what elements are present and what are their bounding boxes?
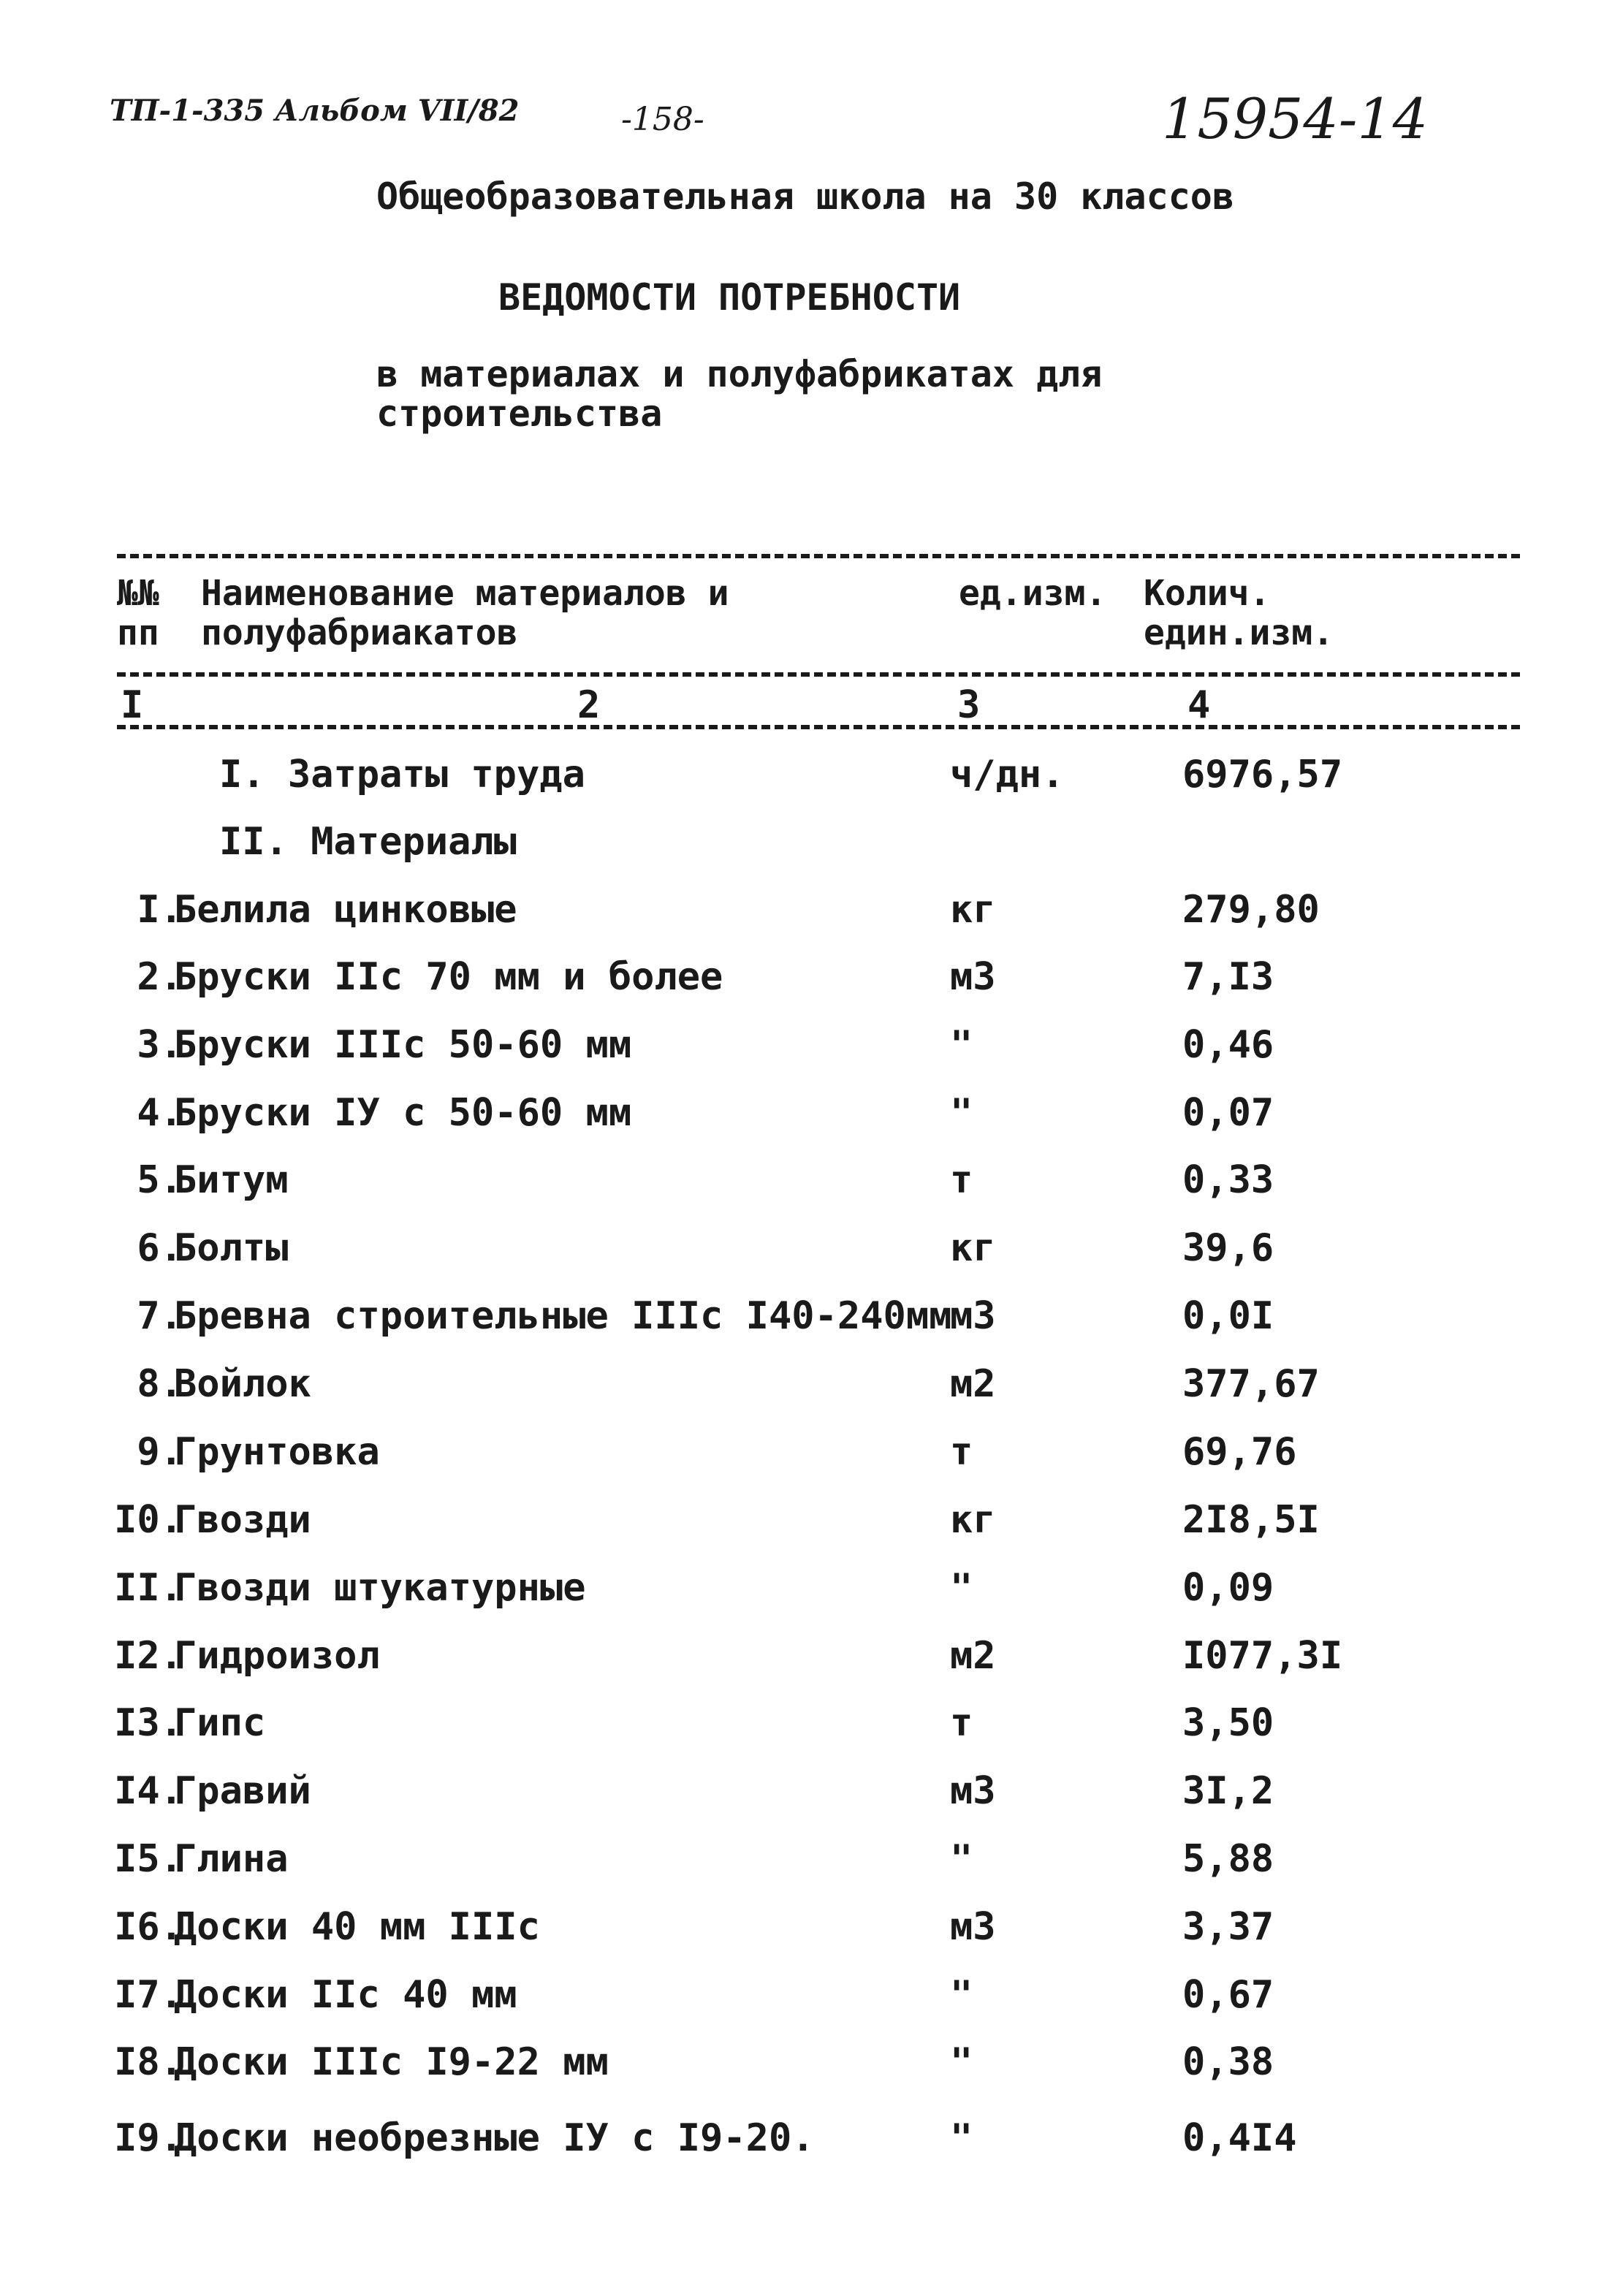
- section-materials: [0, 820, 1623, 871]
- header-unit: ед.изм.: [959, 573, 1107, 614]
- row-number: I9.: [114, 2116, 183, 2160]
- row-qty: 0,07: [1182, 1091, 1274, 1135]
- row-qty: 3,37: [1182, 1905, 1274, 1949]
- row-name: Доски IIc 40 мм: [174, 1973, 517, 2017]
- row-qty: 69,76: [1182, 1430, 1297, 1474]
- row-name: Гвозди: [174, 1498, 311, 1542]
- row-name: Битум: [174, 1158, 289, 1202]
- row-qty: 39,6: [1182, 1226, 1274, 1270]
- table-row: [0, 1091, 1623, 1142]
- row-name: Глина: [174, 1837, 289, 1881]
- header-qty: Колич. един.изм.: [1144, 573, 1334, 653]
- row-number: 6.: [137, 1226, 183, 1270]
- row-qty: 0,38: [1182, 2040, 1274, 2084]
- row-unit: м3: [950, 1294, 996, 1338]
- document-reference-right: 15954-14: [1162, 86, 1429, 151]
- row-name: Белила цинковые: [174, 888, 517, 932]
- table-row: [0, 1634, 1623, 1685]
- row-number: 8.: [137, 1362, 183, 1406]
- table-row: [0, 1701, 1623, 1752]
- row-number: 7.: [137, 1294, 183, 1338]
- row-qty: 0,09: [1182, 1566, 1274, 1610]
- header-num: №№ пп: [117, 573, 159, 653]
- row-qty: 5,88: [1182, 1837, 1274, 1881]
- section-title: I. Затраты труда: [219, 753, 585, 797]
- row-number: 3.: [137, 1023, 183, 1067]
- section-qty: 6976,57: [1182, 753, 1343, 797]
- row-unit: ": [950, 1566, 973, 1610]
- row-name: Грунтовка: [174, 1430, 380, 1474]
- row-qty: 377,67: [1182, 1362, 1320, 1406]
- table-row: [0, 1837, 1623, 1888]
- row-unit: м2: [950, 1362, 996, 1406]
- row-unit: кг: [950, 1498, 996, 1542]
- row-unit: м3: [950, 1769, 996, 1813]
- row-qty: 0,46: [1182, 1023, 1274, 1067]
- row-qty: 3,50: [1182, 1701, 1274, 1745]
- table-row: [0, 1362, 1623, 1413]
- header-name: Наименование материалов и полуфабриакатов: [201, 573, 729, 653]
- row-unit: т: [950, 1430, 973, 1474]
- row-name: Доски 40 мм IIIc: [174, 1905, 540, 1949]
- table-row: [0, 1430, 1623, 1481]
- row-name: Гравий: [174, 1769, 311, 1813]
- row-unit: м2: [950, 1634, 996, 1678]
- row-number: I3.: [114, 1701, 183, 1745]
- row-number: I7.: [114, 1973, 183, 2017]
- row-unit: т: [950, 1701, 973, 1745]
- document-title-description: в материалах и полуфабрикатах для строительства: [376, 353, 1103, 435]
- row-qty: 279,80: [1182, 888, 1320, 932]
- section-title: II. Материалы: [219, 820, 517, 864]
- column-number-1: I: [121, 683, 144, 727]
- row-number: I8.: [114, 2040, 183, 2084]
- row-name: Гидроизол: [174, 1634, 380, 1678]
- table-row: [0, 888, 1623, 939]
- row-qty: 3I,2: [1182, 1769, 1274, 1813]
- row-unit: кг: [950, 1226, 996, 1270]
- table-row: [0, 2116, 1623, 2167]
- row-name: Доски необрезные IУ с I9-20.: [174, 2116, 815, 2160]
- row-name: Бруски IУ с 50-60 мм: [174, 1091, 632, 1135]
- table-row: [0, 1566, 1623, 1617]
- row-qty: 0,0I: [1182, 1294, 1274, 1338]
- row-number: 5.: [137, 1158, 183, 1202]
- table-header-dashed-rule: [117, 672, 1520, 677]
- row-unit: м3: [950, 955, 996, 999]
- column-number-4: 4: [1187, 683, 1211, 727]
- table-row: [0, 1769, 1623, 1820]
- column-number-3: 3: [957, 683, 981, 727]
- table-row: [0, 1226, 1623, 1277]
- column-number-2: 2: [577, 683, 601, 727]
- row-number: II.: [114, 1566, 183, 1610]
- row-name: Бруски IIIc 50-60 мм: [174, 1023, 632, 1067]
- row-unit: ": [950, 1973, 973, 2017]
- row-unit: ": [950, 1837, 973, 1881]
- row-name: Бревна строительные IIIc I40-240мм: [174, 1294, 952, 1338]
- row-unit: кг: [950, 888, 996, 932]
- row-unit: ": [950, 1091, 973, 1135]
- row-number: 9.: [137, 1430, 183, 1474]
- table-row: [0, 1294, 1623, 1345]
- section-unit: ч/дн.: [950, 753, 1065, 797]
- table-top-dashed-rule: [117, 554, 1520, 558]
- table-row: [0, 1158, 1623, 1209]
- row-name: Гипс: [174, 1701, 266, 1745]
- row-qty: 7,I3: [1182, 955, 1274, 999]
- document-title: ВЕДОМОСТИ ПОТРЕБНОСТИ: [498, 276, 961, 319]
- row-unit: ": [950, 2040, 973, 2084]
- section-labor-costs: [0, 753, 1623, 804]
- row-number: 4.: [137, 1091, 183, 1135]
- row-qty: 0,67: [1182, 1973, 1274, 2017]
- row-number: I4.: [114, 1769, 183, 1813]
- page-number: -158-: [621, 101, 704, 138]
- table-row: [0, 1023, 1623, 1074]
- row-name: Болты: [174, 1226, 289, 1270]
- row-qty: I077,3I: [1182, 1634, 1343, 1678]
- row-number: I.: [137, 888, 183, 932]
- row-number: I2.: [114, 1634, 183, 1678]
- document-subtitle: Общеобразовательная школа на 30 классов: [376, 175, 1234, 218]
- row-unit: м3: [950, 1905, 996, 1949]
- row-unit: ": [950, 2116, 973, 2160]
- table-row: [0, 2040, 1623, 2091]
- row-number: I0.: [114, 1498, 183, 1542]
- row-unit: т: [950, 1158, 973, 1202]
- row-qty: 0,4I4: [1182, 2116, 1297, 2160]
- row-name: Бруски IIc 70 мм и более: [174, 955, 723, 999]
- table-row: [0, 1905, 1623, 1956]
- document-reference-left: ТП-1-335 Альбом VII/82: [110, 94, 520, 128]
- table-row: [0, 955, 1623, 1006]
- table-row: [0, 1973, 1623, 2024]
- row-name: Доски IIIc I9-22 мм: [174, 2040, 609, 2084]
- row-qty: 2I8,5I: [1182, 1498, 1320, 1542]
- table-row: [0, 1498, 1623, 1549]
- column-numbers-dashed-rule: [117, 725, 1520, 729]
- row-name: Войлок: [174, 1362, 311, 1406]
- row-qty: 0,33: [1182, 1158, 1274, 1202]
- row-name: Гвозди штукатурные: [174, 1566, 586, 1610]
- row-unit: ": [950, 1023, 973, 1067]
- row-number: I6.: [114, 1905, 183, 1949]
- row-number: 2.: [137, 955, 183, 999]
- row-number: I5.: [114, 1837, 183, 1881]
